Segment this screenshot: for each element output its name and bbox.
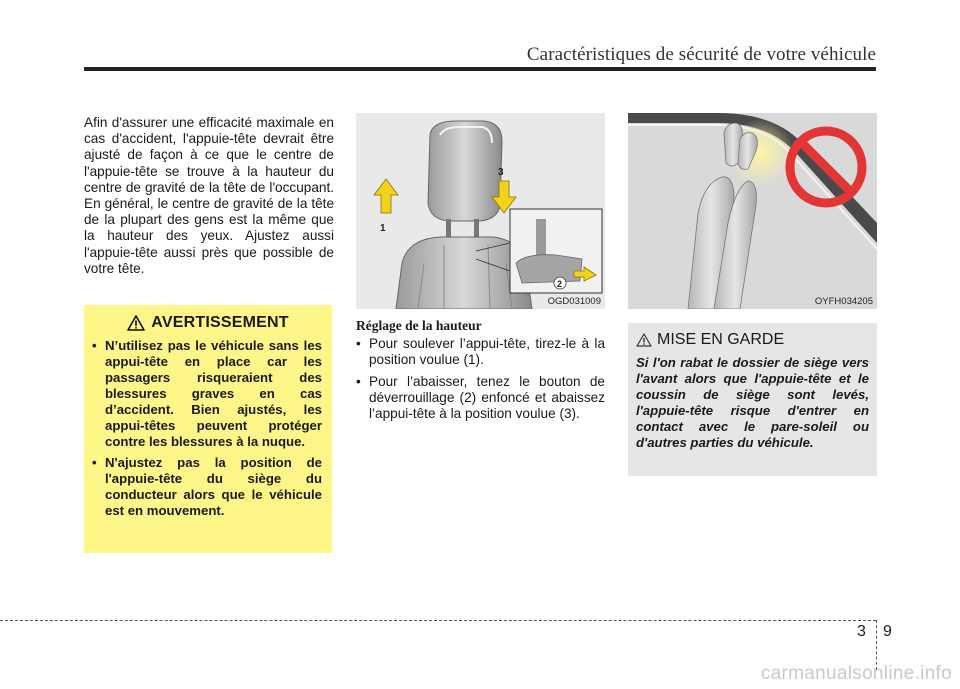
page-number: 9 [883, 623, 892, 640]
warning-list [84, 338, 332, 519]
watermark: carmanualsonline.info [760, 663, 952, 684]
figure-code: OGD031009 [547, 296, 601, 307]
page-chapter: 3 [857, 623, 866, 640]
intro-paragraph: Afin d'assurer une efficacité maximale en cas d'accident, l'appuie-tête devrait être ajusté de façon à ce que le centre de l'appuie-tête se trouve à la hauteur du centre de gravité de la tête de l'occupant. En général, le centre de gravité de la tête de la plupart des gens est la même que la hauteur des yeux. Ajustez aussi l'appuie-tête aussi près que possible de votre tête. [84, 115, 334, 276]
caution-text: Si l'on rabat le dossier de siège vers l'avant alors que l'appuie-tête et le coussin de siège sont levés, l'appuie-tête risque d'entrer en contact avec le pare-soleil ou d'autres parties du véhicule. [636, 355, 869, 450]
page-header-title: Caractéristiques de sécurité de votre véhicule [526, 44, 876, 65]
warning-title: AVERTISSEMENT [151, 314, 289, 331]
adjust-step: • Pour soulever l’appui-tête, tirez-le à la position voulue (1). [356, 336, 605, 368]
caution-title: MISE EN GARDE [657, 331, 785, 348]
callout-1: 1 [380, 223, 386, 234]
adjust-step: • Pour l’abaisser, tenez le bouton de déverrouillage (2) enfoncé et abaissez l’appui-tête à la position voulue (3). [356, 374, 605, 422]
caution-title-row [636, 331, 877, 349]
warning-triangle-icon [127, 315, 145, 331]
adjust-heading: Réglage de la hauteur [356, 318, 482, 333]
headrest-adjust-figure [356, 113, 605, 309]
warning-item: • N’utilisez pas le véhicule sans les appui-tête en place car les passagers risqueraient des blessures graves en cas d’accident. Bien ajustés, les appui-têtes peuvent protéger contre les blessures à la nuque. [92, 338, 322, 450]
warning-box [84, 305, 332, 553]
warning-item: • N'ajustez pas la position de l'appuie-tête du siège du conducteur alors que le véhicule est en mouvement. [92, 455, 322, 519]
callout-3: 3 [498, 167, 504, 178]
warning-title-row [84, 314, 332, 332]
callout-2: 2 [557, 279, 563, 289]
prohibited-fold-figure [628, 113, 877, 309]
headrest-adjust-illustration [356, 113, 605, 309]
header-rule [84, 67, 876, 71]
adjust-steps [356, 336, 605, 428]
caution-box [628, 323, 877, 476]
caution-triangle-icon [636, 333, 652, 347]
figure-code: OYFH034205 [814, 296, 873, 307]
footer-rule [0, 620, 876, 621]
prohibited-fold-illustration [628, 113, 877, 309]
